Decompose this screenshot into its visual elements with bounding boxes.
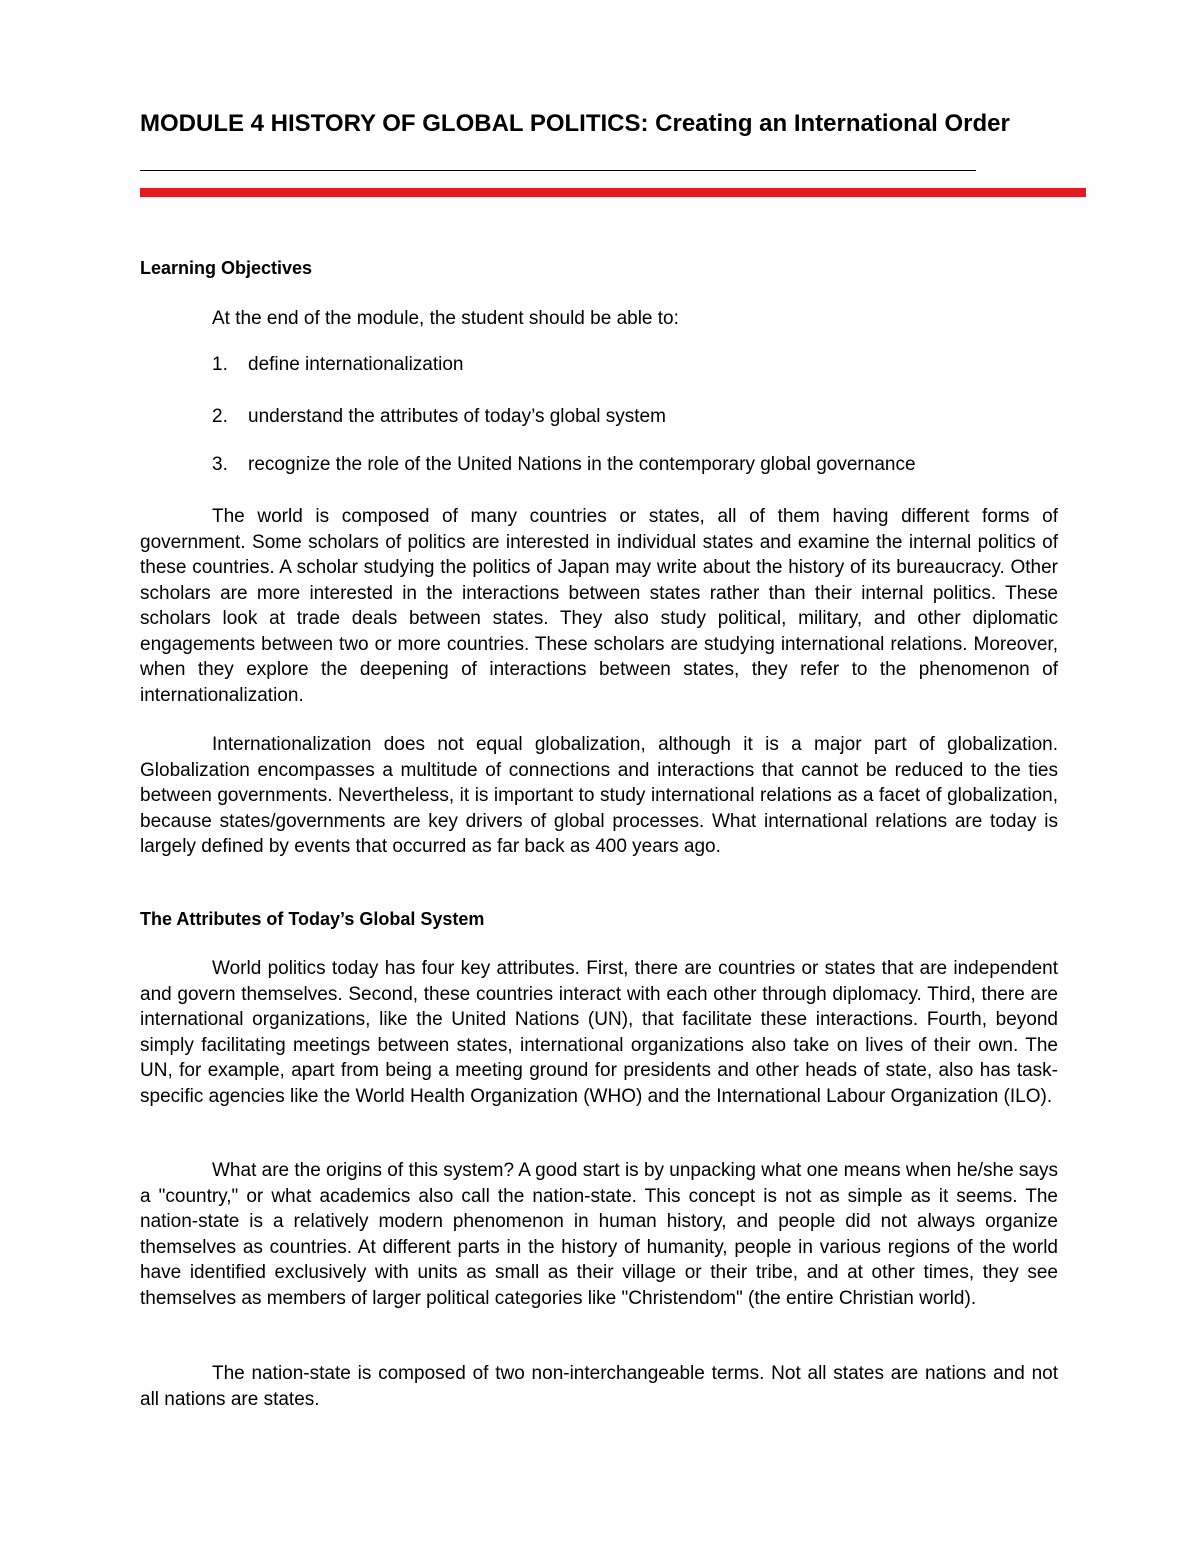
title-underline — [140, 170, 976, 171]
body-paragraph: The nation-state is composed of two non-interchangeable terms. Not all states are nations and not all nations are states. — [140, 1363, 1058, 1410]
red-divider — [140, 188, 1086, 197]
body-paragraph: What are the origins of this system? A good start is by unpacking what one means when he/she says a "country," or what academics also call the nation-state. This concept is not as simple as it seems. The nation-state is a relatively modern phenomenon in human history, and people did not always organize themselves as countries. At different parts in the history of humanity, people in various regions of the world have identified exclusively with units as small as their village or their tribe, and at other times, they see themselves as members of larger political categories like "Christendom" (the entire Christian world). — [140, 1160, 1058, 1309]
list-item — [212, 406, 666, 428]
list-item-text: recognize the role of the United Nations in the contemporary global governance — [248, 454, 916, 475]
body-paragraph: World politics today has four key attributes. First, there are countries or states that are independent and govern themselves. Second, these countries interact with each other through diplomacy. Third, there are international organizations, like the United Nations (UN), that facilitate these interactions. Fourth, beyond simply facilitating meetings between states, international organizations also take on lives of their own. The UN, for example, apart from being a meeting ground for presidents and other heads of state, also has task-specific agencies like the World Health Organization (WHO) and the International Labour Organization (ILO). — [140, 958, 1058, 1107]
page-title: MODULE 4 HISTORY OF GLOBAL POLITICS: Creating an International Order — [140, 110, 1010, 137]
list-item — [212, 354, 464, 376]
body-paragraph: Internationalization does not equal globalization, although it is a major part of globalization. Globalization encompasses a multitude of connections and interactions that cannot be reduced to the ties between governments. Nevertheless, it is important to study international relations as a facet of globalization, because states/governments are key drivers of global processes. What international relations are today is largely defined by events that occurred as far back as 400 years ago. — [140, 734, 1058, 857]
list-item-text: understand the attributes of today’s global system — [248, 406, 666, 427]
list-item-number: 3. — [212, 454, 228, 475]
list-item-text: define internationalization — [248, 354, 464, 375]
learning-objectives-heading: Learning Objectives — [140, 258, 313, 278]
list-item-number: 2. — [212, 406, 228, 427]
objectives-intro: At the end of the module, the student should be able to: — [212, 308, 679, 329]
list-item-number: 1. — [212, 354, 228, 375]
list-item — [212, 454, 916, 476]
body-paragraph: The world is composed of many countries or states, all of them having different forms of government. Some scholars of politics are interested in individual states and examine the internal politics of these countries. A scholar studying the politics of Japan may write about the history of its bureaucracy. Other scholars are more interested in the interactions between states rather than their internal politics. These scholars look at trade deals between states. They also study political, military, and other diplomatic engagements between two or more countries. These scholars are studying international relations. Moreover, when they explore the deepening of interactions between states, they refer to the phenomenon of internationalization. — [140, 506, 1058, 706]
attributes-heading: The Attributes of Today’s Global System — [140, 909, 485, 929]
